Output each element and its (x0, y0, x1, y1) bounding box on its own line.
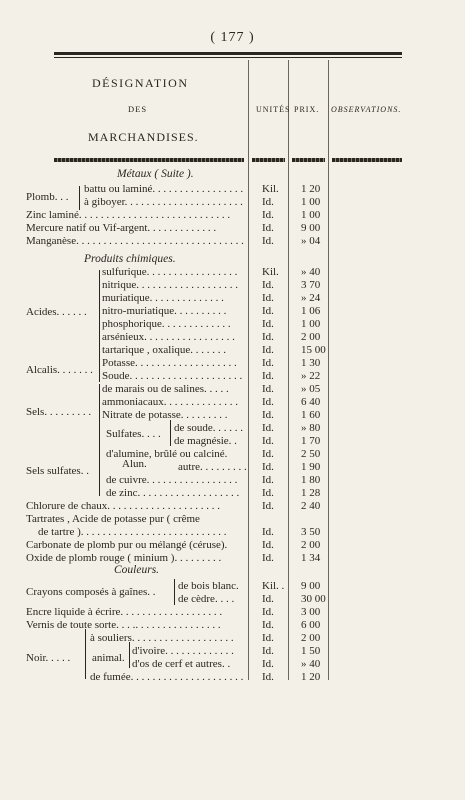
row-price: 1 00 (301, 196, 321, 208)
row-price: 1 30 (301, 357, 321, 369)
row-unit: Kil. . (262, 580, 285, 592)
page-number: ( 177 ) (210, 30, 255, 45)
row-unit: Id. (262, 474, 274, 486)
row-price: 2 40 (301, 500, 321, 512)
row-price: 1 70 (301, 435, 321, 447)
row-description: de bois blanc. (178, 580, 239, 592)
brace (174, 579, 175, 605)
row-unit: Id. (262, 344, 274, 356)
brace (170, 420, 171, 446)
column-divider-prix (288, 60, 289, 680)
row-unit: Id. (262, 487, 274, 499)
row-unit: Id. (262, 606, 274, 618)
row-unit: Id. (262, 331, 274, 343)
row-description: Mercure natif ou Vif-argent. . . . . . . . . . . . . (26, 222, 217, 234)
row-unit: Id. (262, 196, 274, 208)
section-metaux: Métaux ( Suite ). (117, 168, 194, 180)
row-price: 1 00 (301, 318, 321, 330)
row-price: 1 34 (301, 552, 321, 564)
row-price: 9 00 (301, 580, 321, 592)
header-observations: OBSERVATIONS. (331, 105, 402, 114)
row-description: de fumée. . . . . . . . . . . . . . . . . . . . . (90, 671, 244, 683)
row-unit: Id. (262, 357, 274, 369)
row-unit: Id. (262, 500, 274, 512)
row-description: Nitrate de potasse. . . . . . . . . (102, 409, 228, 421)
row-description: de soude. . . . . . (174, 422, 244, 434)
row-price: 6 40 (301, 396, 321, 408)
brace (99, 446, 100, 496)
label-crayons: Crayons composés à gaînes. . (26, 586, 156, 598)
header-divider (54, 158, 244, 162)
row-unit: Id. (262, 383, 274, 395)
section-produits: Produits chimiques. (84, 253, 176, 265)
row-description: à souliers. . . . . . . . . . . . . . . . . . . (90, 632, 234, 644)
row-description: de tartre ). . . . . . . . . . . . . . . . . . . . . . . . . . . (38, 526, 227, 538)
top-rule (54, 52, 402, 55)
row-unit: Kil. (262, 183, 279, 195)
row-description: phosphorique. . . . . . . . . . . . . (102, 318, 231, 330)
row-unit: Id. (262, 409, 274, 421)
row-description: autre. . . . . . . . . (178, 461, 247, 473)
row-price: 3 50 (301, 526, 321, 538)
row-description: de cuivre. . . . . . . . . . . . . . . . . (106, 474, 238, 486)
row-description: arsénieux. . . . . . . . . . . . . . . . . (102, 331, 235, 343)
column-divider-unites (248, 60, 249, 680)
row-price: 1 00 (301, 209, 321, 221)
row-price: 1 20 (301, 183, 321, 195)
row-description: de cèdre. . . . (178, 593, 235, 605)
row-description: à giboyer. . . . . . . . . . . . . . . . . . . . . . (84, 196, 243, 208)
row-unit: Id. (262, 222, 274, 234)
row-price: 2 00 (301, 539, 321, 551)
row-unit: Id. (262, 292, 274, 304)
row-description: Potasse. . . . . . . . . . . . . . . . . . . (102, 357, 237, 369)
row-unit: Id. (262, 279, 274, 291)
brace (79, 186, 80, 210)
row-price: 1 60 (301, 409, 321, 421)
row-price: 1 50 (301, 645, 321, 657)
header-divider (292, 158, 325, 162)
row-description: tartarique , oxalique. . . . . . . (102, 344, 227, 356)
label-plomb: Plomb. . . (26, 191, 69, 203)
row-price: » 40 (301, 658, 321, 670)
header-unites: UNITÉS (256, 105, 291, 114)
row-price: 9 00 (301, 222, 321, 234)
label-animal: animal. (92, 652, 125, 664)
row-description: Manganèse. . . . . . . . . . . . . . . . . . . . . . . . . . . . . . . (26, 235, 244, 247)
header-prix: PRIX. (294, 105, 320, 114)
row-price: 1 28 (301, 487, 321, 499)
row-description: Zinc laminé. . . . . . . . . . . . . . . . . . . . . . . . . . . . (26, 209, 231, 221)
row-unit: Id. (262, 448, 274, 460)
row-description: ammoniacaux. . . . . . . . . . . . . . (102, 396, 238, 408)
row-unit: Id. (262, 461, 274, 473)
row-unit: Id. (262, 370, 274, 382)
row-price: 1 80 (301, 474, 321, 486)
brace (99, 358, 100, 382)
row-price: 1 20 (301, 671, 321, 683)
row-price: 15 00 (301, 344, 326, 356)
row-description: muriatique. . . . . . . . . . . . . . (102, 292, 224, 304)
row-unit: Id. (262, 305, 274, 317)
row-unit: Id. (262, 318, 274, 330)
row-price: 1 90 (301, 461, 321, 473)
row-description: d'os de cerf et autres. . (132, 658, 231, 670)
row-unit: Kil. (262, 266, 279, 278)
row-description: d'alumine, brûlé ou calciné. (106, 448, 228, 460)
row-price: » 04 (301, 235, 321, 247)
header-designation: DÉSIGNATION (92, 76, 189, 90)
row-unit: Id. (262, 593, 274, 605)
row-unit: Id. (262, 396, 274, 408)
top-rule-thin (54, 57, 402, 58)
row-price: » 05 (301, 383, 321, 395)
header-des: DES (128, 104, 148, 114)
header-marchandises: MARCHANDISES. (88, 130, 199, 144)
row-unit: Id. (262, 658, 274, 670)
row-description: sulfurique. . . . . . . . . . . . . . . . . (102, 266, 238, 278)
row-unit: Id. (262, 645, 274, 657)
row-unit: Id. (262, 671, 274, 683)
row-price: 6 00 (301, 619, 321, 631)
label-sels: Sels. . . . . . . . . (26, 406, 92, 418)
row-description: de marais ou de salines. . . . . (102, 383, 229, 395)
row-description: Tartrates , Acide de potasse pur ( crême (26, 513, 200, 525)
row-unit: Id. (262, 209, 274, 221)
label-alcalis: Alcalis. . . . . . . (26, 364, 93, 376)
header-divider (332, 158, 402, 162)
row-price: » 40 (301, 266, 321, 278)
label-acides: Acides. . . . . . (26, 306, 87, 318)
row-unit: Id. (262, 435, 274, 447)
row-description: de zinc. . . . . . . . . . . . . . . . . . . (106, 487, 240, 499)
row-price: » 80 (301, 422, 321, 434)
row-price: 2 00 (301, 331, 321, 343)
column-divider-obs (328, 60, 329, 680)
row-description: Chlorure de chaux. . . . . . . . . . . . . . . . . . . . . (26, 500, 220, 512)
row-description: Oxide de plomb rouge ( minium ). . . . . . . . . (26, 552, 222, 564)
header-divider (252, 158, 285, 162)
row-description: nitro-muriatique. . . . . . . . . . (102, 305, 227, 317)
row-price: 1 06 (301, 305, 321, 317)
row-unit: Id. (262, 552, 274, 564)
row-unit: Id. (262, 235, 274, 247)
row-description: Vernis de toute sorte. . . .. . . . . . . . . . . . . . . . (26, 619, 221, 631)
row-price: 30 00 (301, 593, 326, 605)
row-description: Carbonate de plomb pur ou mélangé (céruse). (26, 539, 228, 551)
label-sels-sulfates: Sels sulfates. . (26, 465, 89, 477)
row-description: Soude. . . . . . . . . . . . . . . . . . . . . (102, 370, 243, 382)
row-unit: Id. (262, 619, 274, 631)
brace (99, 384, 100, 446)
row-price: 3 70 (301, 279, 321, 291)
brace (85, 629, 86, 679)
row-price: » 22 (301, 370, 321, 382)
brace (99, 270, 100, 358)
row-unit: Id. (262, 422, 274, 434)
row-price: 3 00 (301, 606, 321, 618)
brace (129, 642, 130, 668)
row-price: 2 50 (301, 448, 321, 460)
row-description: battu ou laminé. . . . . . . . . . . . . . . . . (84, 183, 244, 195)
row-description: nitrique. . . . . . . . . . . . . . . . . . . (102, 279, 238, 291)
section-couleurs: Couleurs. (114, 564, 160, 576)
row-description: Encre liquide à écrire. . . . . . . . . . . . . . . . . . . (26, 606, 223, 618)
row-price: 2 00 (301, 632, 321, 644)
row-unit: Id. (262, 632, 274, 644)
label-noir: Noir. . . . . (26, 652, 71, 664)
label-alun: Alun. (122, 458, 147, 470)
row-description: de magnésie. . (174, 435, 237, 447)
row-unit: Id. (262, 539, 274, 551)
row-description: d'ivoire. . . . . . . . . . . . . (132, 645, 234, 657)
row-unit: Id. (262, 526, 274, 538)
label-sulfates: Sulfates. . . . (106, 428, 161, 440)
row-price: » 24 (301, 292, 321, 304)
